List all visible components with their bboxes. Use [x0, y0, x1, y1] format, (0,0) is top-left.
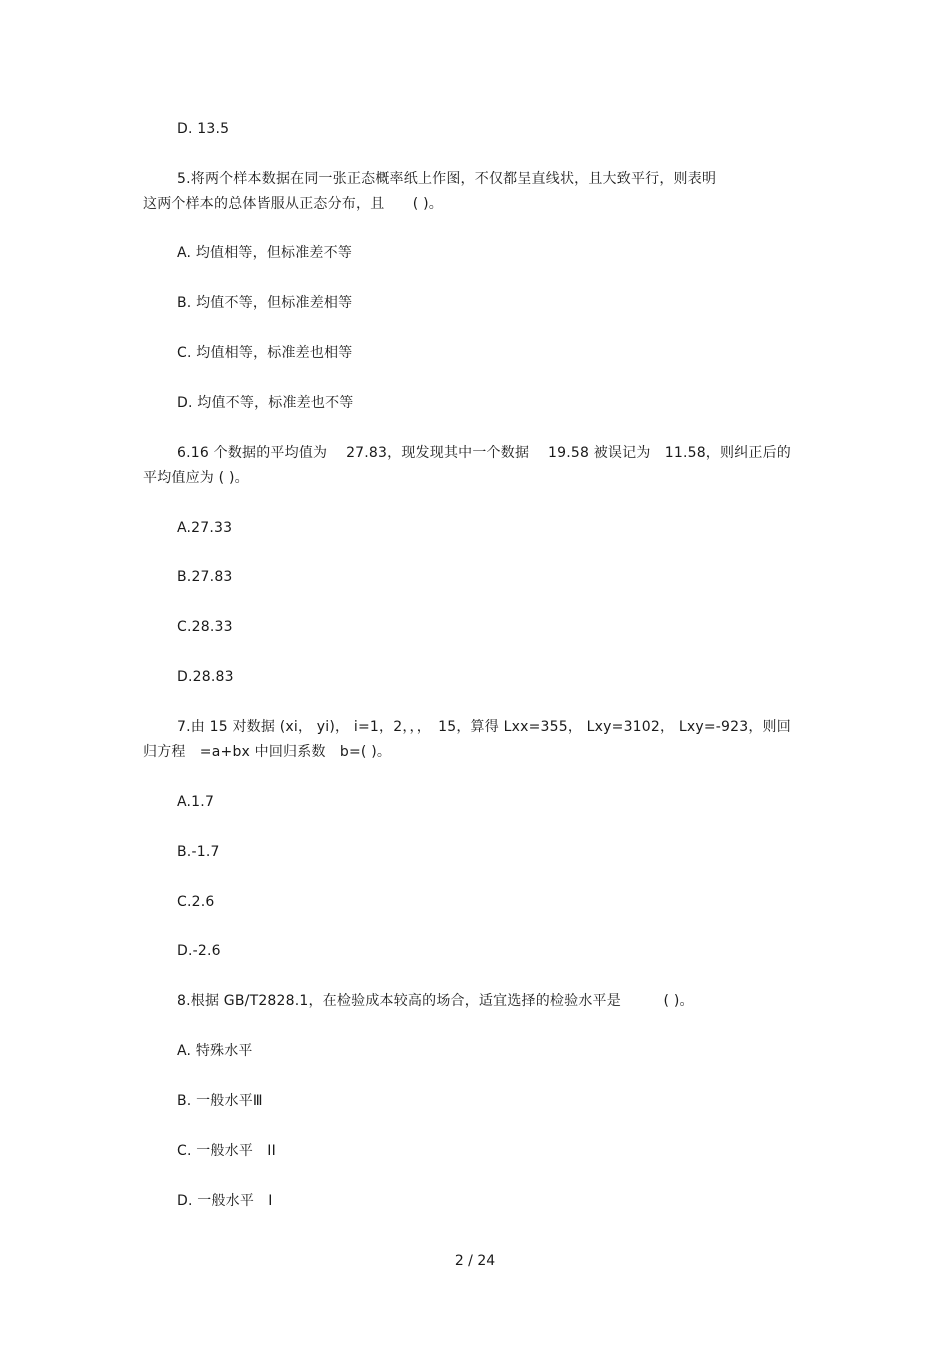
- q8-option-a: A. 特殊水平: [177, 1043, 253, 1059]
- q5-option-d: D. 均值不等，标准差也不等: [177, 395, 354, 411]
- q7-option-a: A.1.7: [177, 794, 215, 810]
- q5-question-line2: 这两个样本的总体皆服从正态分布，且 ( )。: [143, 196, 443, 212]
- q5-option-c: C. 均值相等，标准差也相等: [177, 345, 353, 361]
- q6-option-c: C.28.33: [177, 619, 233, 635]
- q6-question-line2: 平均值应为 ( )。: [143, 470, 249, 486]
- q4-option-d: D. 13.5: [177, 121, 230, 137]
- q7-option-b: B.-1.7: [177, 844, 220, 860]
- q8-question-line1: 8.根据 GB/T2828.1，在检验成本较高的场合，适宜选择的检验水平是 ( )。: [177, 993, 694, 1009]
- page-number: 2 / 24: [454, 1253, 496, 1269]
- q7-option-d: D.-2.6: [177, 943, 221, 959]
- q8-option-b: B. 一般水平Ⅲ: [177, 1093, 263, 1109]
- q6-option-a: A.27.33: [177, 520, 233, 536]
- q6-option-b: B.27.83: [177, 569, 233, 585]
- q5-question-line1: 5.将两个样本数据在同一张正态概率纸上作图，不仅都呈直线状，且大致平行，则表明: [177, 171, 717, 187]
- q7-option-c: C.2.6: [177, 894, 215, 910]
- q6-option-d: D.28.83: [177, 669, 234, 685]
- q7-question-line2: 归方程 =a+bx 中回归系数 b=( )。: [143, 744, 392, 760]
- q6-question-line1: 6.16 个数据的平均值为 27.83，现发现其中一个数据 19.58 被误记为 11.58，则纠正后的: [177, 445, 792, 461]
- q8-option-c: C. 一般水平 II: [177, 1143, 276, 1159]
- q7-question-line1: 7.由 15 对数据 (xi， yi)， i=1，2，，， 15，算得 Lxx=355， Lxy=3102， Lxy=-923，则回: [177, 719, 791, 735]
- q8-option-d: D. 一般水平 I: [177, 1193, 273, 1209]
- q5-option-a: A. 均值相等，但标准差不等: [177, 245, 353, 261]
- q5-option-b: B. 均值不等，但标准差相等: [177, 295, 353, 311]
